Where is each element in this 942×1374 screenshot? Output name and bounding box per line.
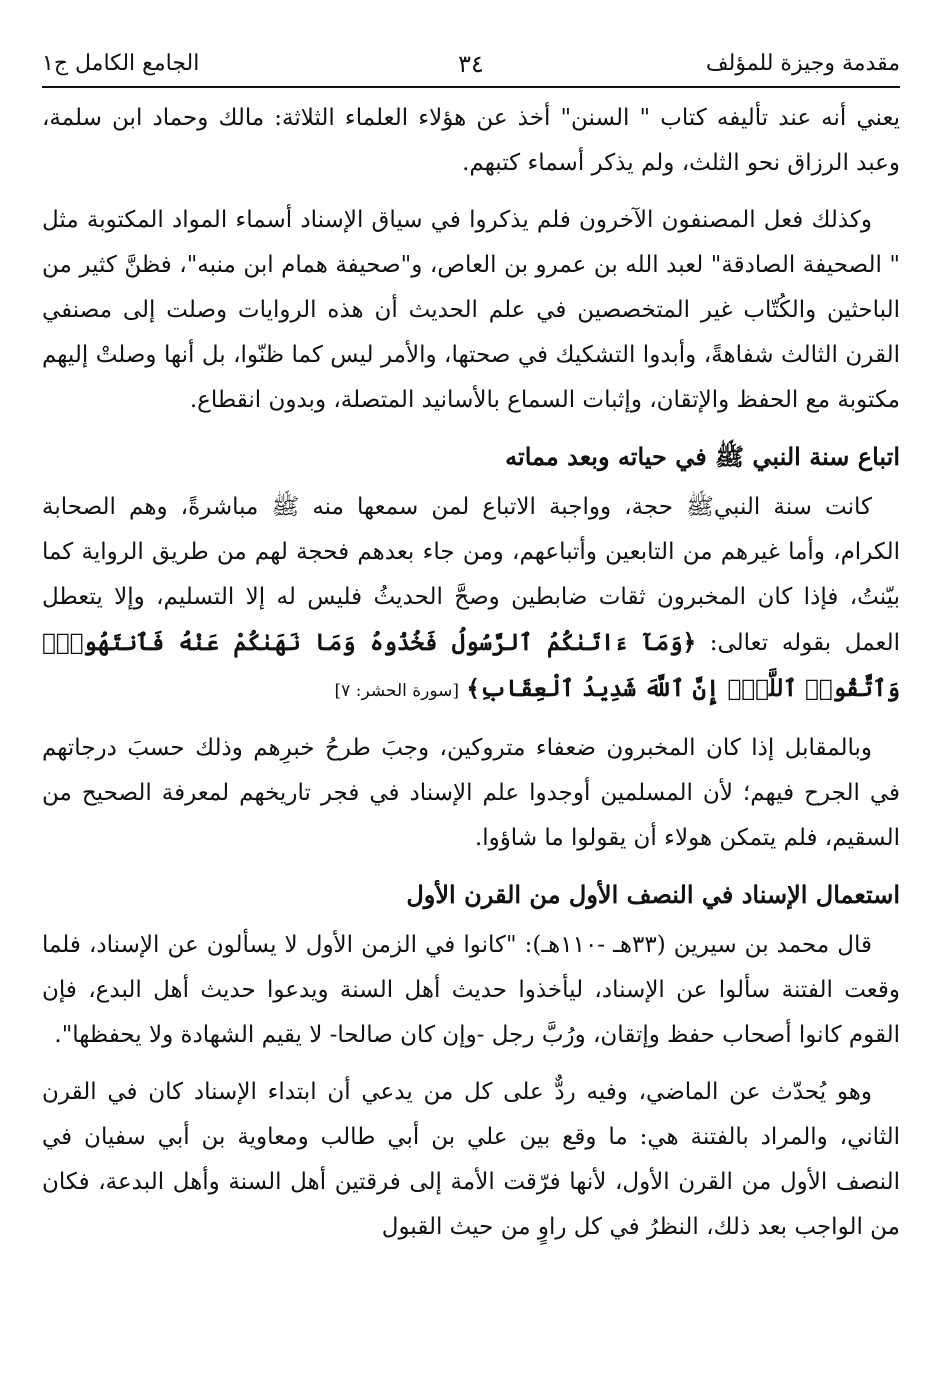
paragraph-4 bbox=[42, 726, 900, 861]
header-divider bbox=[42, 86, 900, 88]
paragraph-2-text: وكذلك فعل المصنفون الآخرون فلم يذكروا في سياق الإسناد أسماء المواد المكتوبة مثل " الصحيفة الصادقة" لعبد الله بن عمرو بن العاص، و"صحيفة همام ابن منبه"، فظنَّ كثير من الباحثين والكُتّاب غير المتخصصين في علم الحديث أن هذه الروايات وصلت إلى مصنفي القرن الثالث شفاهةً، وأبدوا التشكيك في صحتها، والأمر ليس كما ظنّوا، بل أنها وصلتْ إليهم مكتوبة مع الحفظ والإتقان، وإثبات السماع بالأسانيد المتصلة، وبدون انقطاع. bbox=[42, 207, 900, 413]
verse-reference: [سورة الحشر: ٧] bbox=[334, 681, 460, 701]
section-heading-sunnah: اتباع سنة النبي ﷺ في حياته وبعد مماته bbox=[505, 442, 900, 471]
header-section-title: مقدمة وجيزة للمؤلف bbox=[705, 51, 900, 76]
section-heading-isnad: استعمال الإسناد في النصف الأول من القرن الأول bbox=[406, 880, 900, 909]
page-number: ٣٤ bbox=[458, 50, 484, 78]
paragraph-5 bbox=[42, 923, 900, 1058]
paragraph-5-text: قال محمد بن سيرين (٣٣هـ -١١٠هـ): "كانوا في الزمن الأول لا يسألون عن الإسناد، فلما وقعت الفتنة سألوا عن الإسناد، ليأخذوا حديث أهل السنة ويدعوا حديث أهل البدع، فإن القوم كانوا أصحاب حفظ وإتقان، ورُبَّ رجل -وإن كان صالحا- لا يقيم الشهادة ولا يحفظها". bbox=[42, 932, 900, 1048]
paragraph-6 bbox=[42, 1070, 900, 1250]
paragraph-3 bbox=[42, 485, 900, 714]
paragraph-1: يعني أنه عند تأليفه كتاب " السنن" أخذ عن هؤلاء العلماء الثلاثة: مالك وحماد ابن سلمة، وعبد الرزاق نحو الثلث، ولم يذكر أسماء كتبهم. bbox=[42, 105, 900, 176]
paragraph-2 bbox=[42, 198, 900, 423]
document-page bbox=[42, 44, 900, 1262]
quran-verse: ﴿وَمَآ ءَاتَىٰكُمُ ٱلرَّسُولُ فَخُذُوهُ وَمَا نَهَىٰكُمْ عَنْهُ فَٱنتَهُوا۟ۚ وَٱتَّقُوا۟ ٱللَّهَۖ إِنَّ ٱللَّهَ شَدِيدُ ٱلْعِقَابِ﴾ bbox=[42, 629, 900, 702]
paragraph-3-text: كانت سنة النبيﷺ حجة، وواجبة الاتباع لمن سمعها منه ﷺ مباشرةً، وهم الصحابة الكرام، وأما غيرهم من التابعين وأتباعهم، ومن جاء بعدهم فحجة لهم من طريق الرواية كما بيّنتُ، فإذا كان المخبرون ثقات ضابطين وصحَّ الحديثُ فليس له إلا التسليم، وإلا يتعطل العمل بقوله تعالى: bbox=[42, 494, 900, 656]
header-book-title: الجامع الكامل ج١ bbox=[42, 51, 200, 76]
running-header bbox=[42, 44, 900, 86]
paragraph-6-text: وهو يُحدّث عن الماضي، وفيه ردٌّ على كل من يدعي أن ابتداء الإسناد كان في القرن الثاني، والمراد بالفتنة هي: ما وقع بين علي بن أبي طالب ومعاوية بن أبي سفيان في النصف الأول من القرن الأول، لأنها فرّقت الأمة إلى فرقتين أهل السنة وأهل البدعة، فكان من الواجب بعد ذلك، النظرُ في كل راوٍ من حيث القبول bbox=[42, 1079, 900, 1240]
paragraph-4-text: وبالمقابل إذا كان المخبرون ضعفاء متروكين، وجبَ طرحُ خبرِهم وذلك حسبَ درجاتهم في الجرح فيهم؛ لأن المسلمين أوجدوا علم الإسناد في فجر تاريخهم لمعرفة الصحيح من السقيم، فلم يتمكن هولاء أن يقولوا ما شاؤوا. bbox=[42, 735, 900, 851]
